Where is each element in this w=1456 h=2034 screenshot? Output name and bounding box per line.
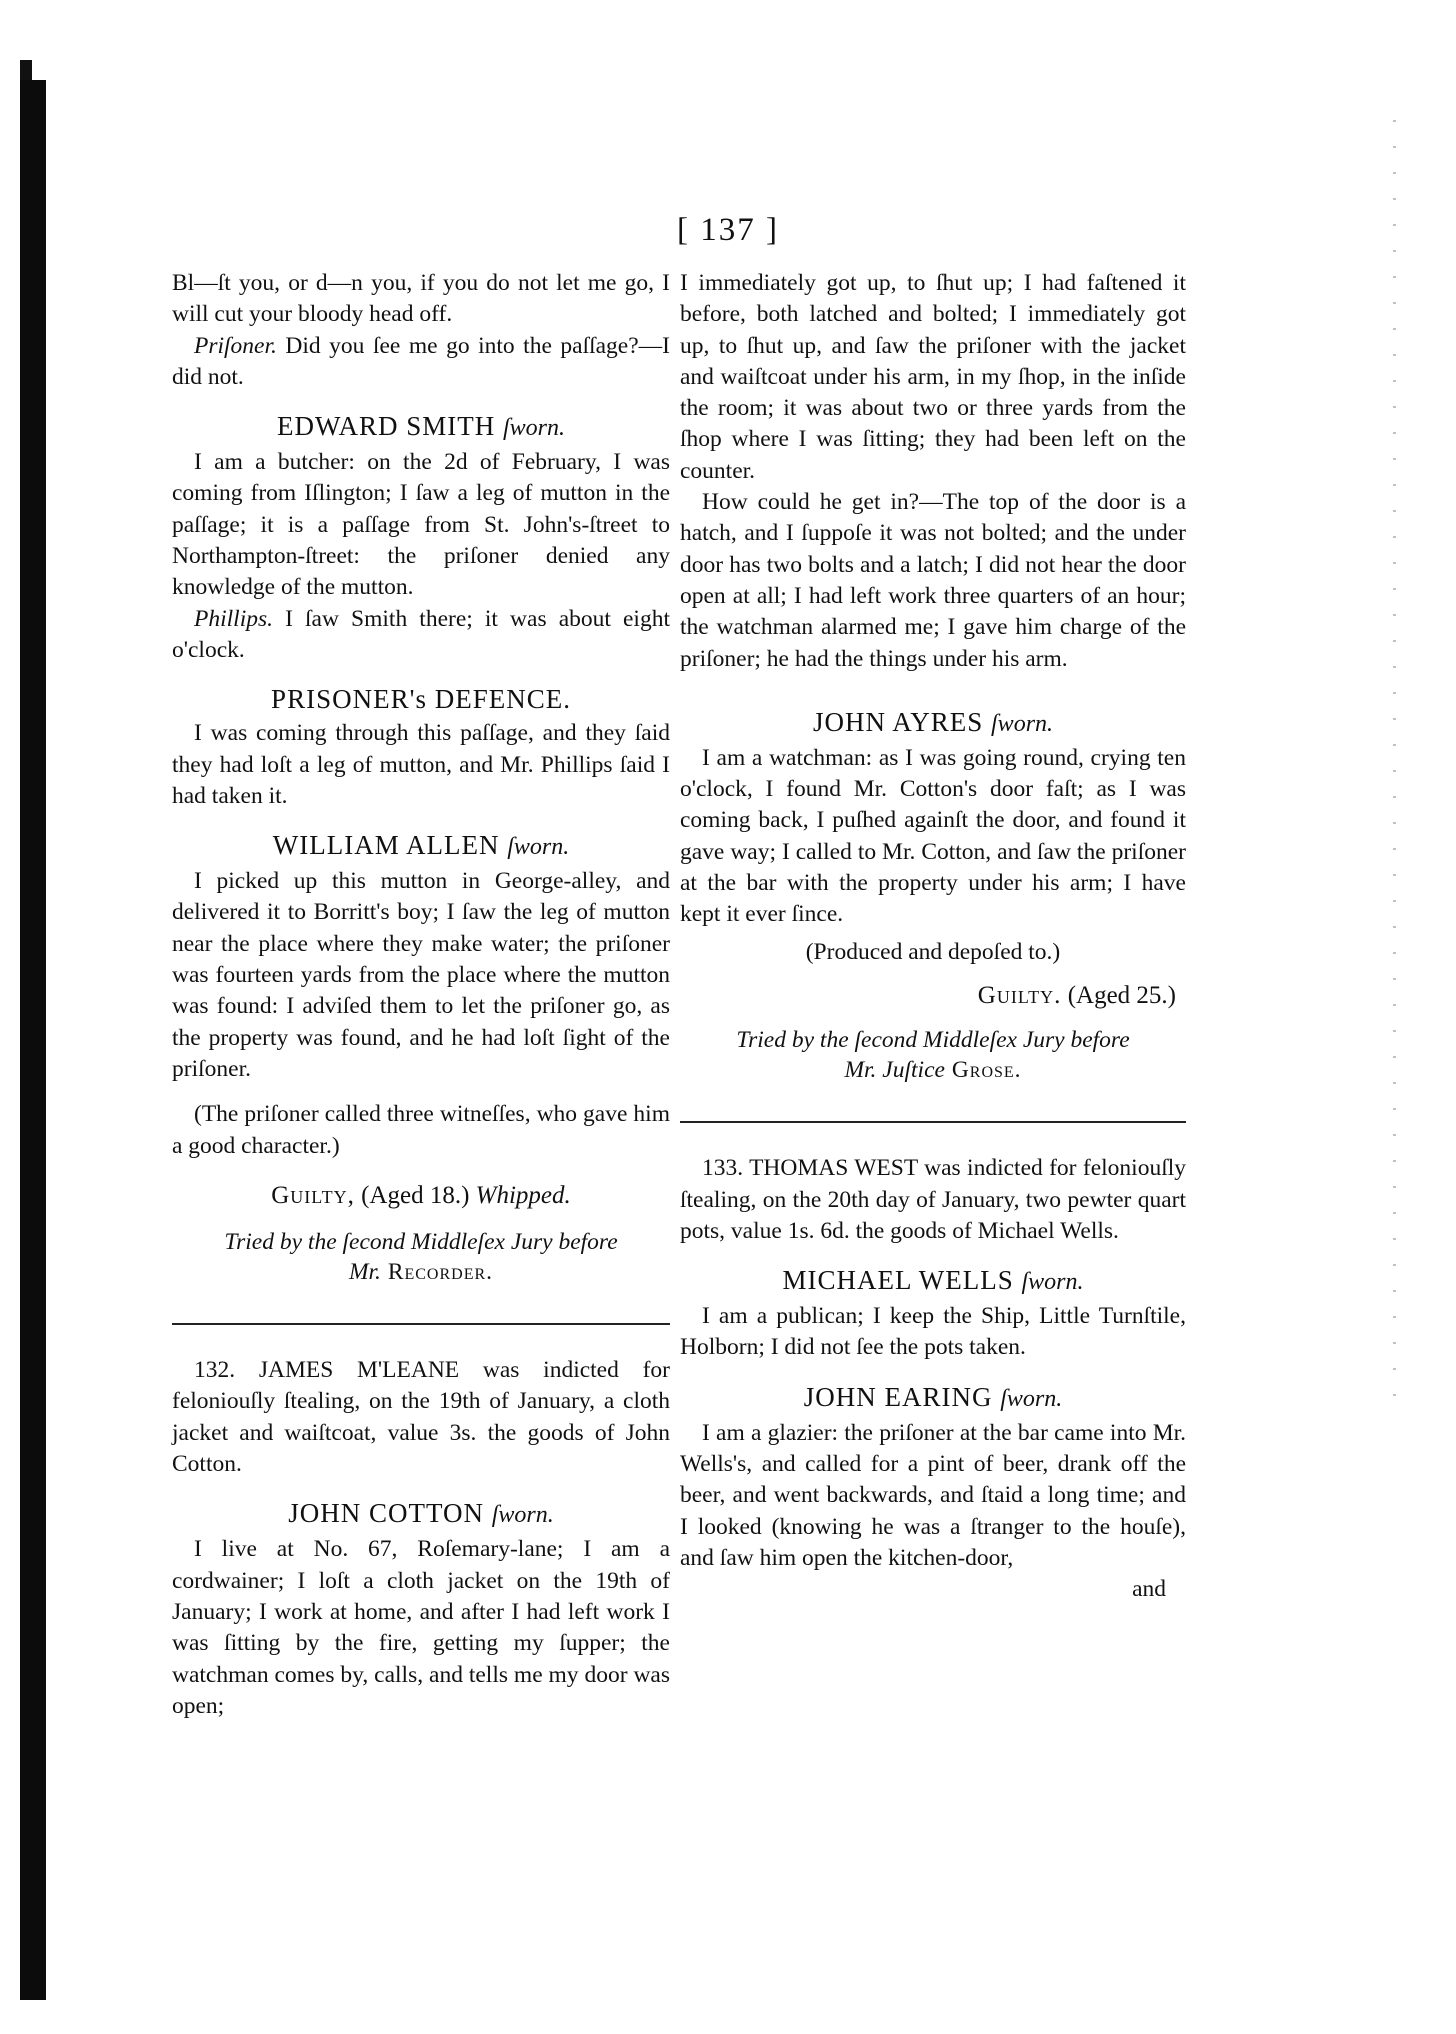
witness-name: JOHN EARING bbox=[803, 1381, 1001, 1412]
speaker-label: Phillips. bbox=[194, 605, 273, 632]
witness-name: JOHN COTTON bbox=[288, 1498, 492, 1529]
witness-name: JOHN AYRES bbox=[812, 706, 992, 737]
speaker-label: Priſoner. bbox=[194, 332, 277, 359]
verdict-word: Guilty, bbox=[271, 1181, 355, 1209]
case-number: 133. bbox=[702, 1155, 744, 1182]
right-column bbox=[680, 268, 1186, 1606]
jury-line: Tried by the ſecond Middleſex Jury before bbox=[736, 1027, 1130, 1054]
sworn-label: ſworn. bbox=[507, 834, 570, 861]
paragraph: Bl—ſt you, or d—n you, if you do not let me go, I will cut your bloody head off. bbox=[172, 270, 670, 328]
witness-heading bbox=[172, 828, 670, 864]
sworn-label: ſworn. bbox=[1000, 1385, 1063, 1412]
sworn-label: ſworn. bbox=[991, 710, 1054, 737]
paragraph: (Produced and depoſed to.) bbox=[805, 938, 1061, 965]
verdict-age: (Aged 25.) bbox=[1061, 981, 1176, 1009]
paragraph: I am a butcher: on the 2d of February, I was coming from Iſlington; I ſaw a leg of mutton in the paſſage; it is a paſſage from St. John's-ſtreet to Northampton-ſtreet: the priſoner denied any knowledge of the mutton. bbox=[172, 449, 670, 601]
page-number: [ 137 ] bbox=[677, 212, 779, 248]
witness-heading bbox=[680, 1263, 1186, 1299]
verdict-age: (Aged 18.) bbox=[354, 1181, 476, 1209]
witness-heading bbox=[172, 409, 670, 445]
case-paragraph bbox=[172, 1355, 670, 1480]
jury-line: Tried by the ſecond Middleſex Jury before bbox=[224, 1229, 618, 1256]
paragraph: I am a watchman: as I was going round, crying ten o'clock, I found Mr. Cotton's door faſt; as I was coming back, I puſhed againſt the door, and found it gave way; I called to Mr. Cotton, and ſaw the priſoner at the bar with the property under his arm; I have kept it ever ſince. bbox=[680, 744, 1186, 928]
jury-title: Mr. bbox=[348, 1259, 381, 1286]
sworn-label: ſworn. bbox=[502, 415, 565, 442]
jury-judge: Grose. bbox=[944, 1057, 1022, 1084]
section-divider bbox=[172, 1323, 670, 1325]
paragraph: I was coming through this paſſage, and they ſaid they had loſt a leg of mutton, and Mr. Phillips ſaid I had taken it. bbox=[172, 720, 670, 809]
verdict-word: Guilty. bbox=[977, 981, 1062, 1009]
witness-heading bbox=[680, 705, 1186, 741]
paragraph: I live at No. 67, Roſemary-lane; I am a cordwainer; I loſt a cloth jacket on the 19th of January; I work at home, and after I had left work I was ſitting by the fire, getting my ſupper; the watchman comes by, calls, and tells me my door was open; bbox=[172, 1536, 670, 1719]
left-column bbox=[172, 268, 670, 1722]
jury-note bbox=[680, 1025, 1186, 1085]
witness-name: EDWARD SMITH bbox=[276, 411, 503, 442]
paragraph-text: I ſaw Smith there; it was about eight o'clock. bbox=[172, 605, 670, 663]
verdict bbox=[680, 980, 1186, 1011]
sworn-label: ſworn. bbox=[1021, 1269, 1084, 1296]
paragraph: I picked up this mutton in George-alley, and delivered it to Borritt's boy; I ſaw the leg of mutton near the place where they make water; the priſoner was fourteen yards from the place where the mutton was found: I adviſed them to let the priſoner go, as the property was found, and he had loſt ſight of the priſoner. bbox=[172, 868, 670, 1082]
jury-line bbox=[680, 1055, 1186, 1085]
page-edge-specks bbox=[1393, 120, 1396, 1420]
section-divider bbox=[680, 1121, 1186, 1123]
page-binding-edge bbox=[20, 80, 46, 2000]
jury-line bbox=[172, 1257, 670, 1287]
paragraph: I am a glazier: the priſoner at the bar came into Mr. Wells's, and called for a pint of beer, drank off the beer, and went backwards, and ſtaid a long time; and I looked (knowing he was a ſtranger to the houſe), and ſaw him open the kitchen-door, bbox=[680, 1419, 1186, 1571]
verdict-sentence: Whipped. bbox=[475, 1181, 571, 1209]
sworn-label: ſworn. bbox=[491, 1502, 554, 1529]
paragraph: I am a publican; I keep the Ship, Little Turnſtile, Holborn; I did not ſee the pots taken. bbox=[680, 1303, 1186, 1361]
witness-heading bbox=[172, 1496, 670, 1532]
case-text: JAMES M'LEANE was indicted for feloniouſly ſtealing, on the 19th of January, a cloth jacket and waiſtcoat, value 3s. the goods of John Cotton. bbox=[172, 1357, 670, 1478]
witness-name: MICHAEL WELLS bbox=[782, 1265, 1022, 1296]
witness-heading bbox=[680, 1380, 1186, 1416]
section-heading: PRISONER's DEFENCE. bbox=[271, 684, 571, 715]
paragraph bbox=[172, 604, 670, 667]
jury-title: Mr. Juſtice bbox=[844, 1057, 945, 1084]
catchword: and bbox=[1132, 1576, 1166, 1603]
case-text: THOMAS WEST was indicted for feloniouſly ſtealing, on the 20th day of January, two pewter quart pots, value 1s. 6d. the goods of Michael Wells. bbox=[680, 1155, 1186, 1244]
verdict bbox=[172, 1180, 670, 1211]
paragraph-text: Did you ſee me go into the paſſage?—I did not. bbox=[172, 332, 670, 390]
jury-note bbox=[172, 1227, 670, 1287]
paragraph: How could he get in?—The top of the door is a hatch, and I ſuppoſe it was not bolted; and the under door has two bolts and a latch; I did not hear the door open at all; I had left work three quarters of an hour; the watchman alarmed me; I gave him charge of the priſoner; he had the things under his arm. bbox=[680, 489, 1186, 672]
paragraph bbox=[172, 331, 670, 394]
witness-name: WILLIAM ALLEN bbox=[272, 830, 508, 861]
case-paragraph bbox=[680, 1153, 1186, 1247]
paragraph: (The priſoner called three witneſſes, who gave him a good character.) bbox=[172, 1101, 670, 1159]
jury-judge: Recorder. bbox=[380, 1259, 494, 1286]
paragraph: I immediately got up, to ſhut up; I had faſtened it before, both latched and bolted; I immediately got up, to ſhut up, and ſaw the priſoner with the jacket and waiſtcoat under his arm, in my ſhop, in the inſide the room; it was about two or three yards from the ſhop where I was ſitting; they had been left on the counter. bbox=[680, 270, 1186, 484]
case-number: 132. bbox=[194, 1357, 236, 1384]
